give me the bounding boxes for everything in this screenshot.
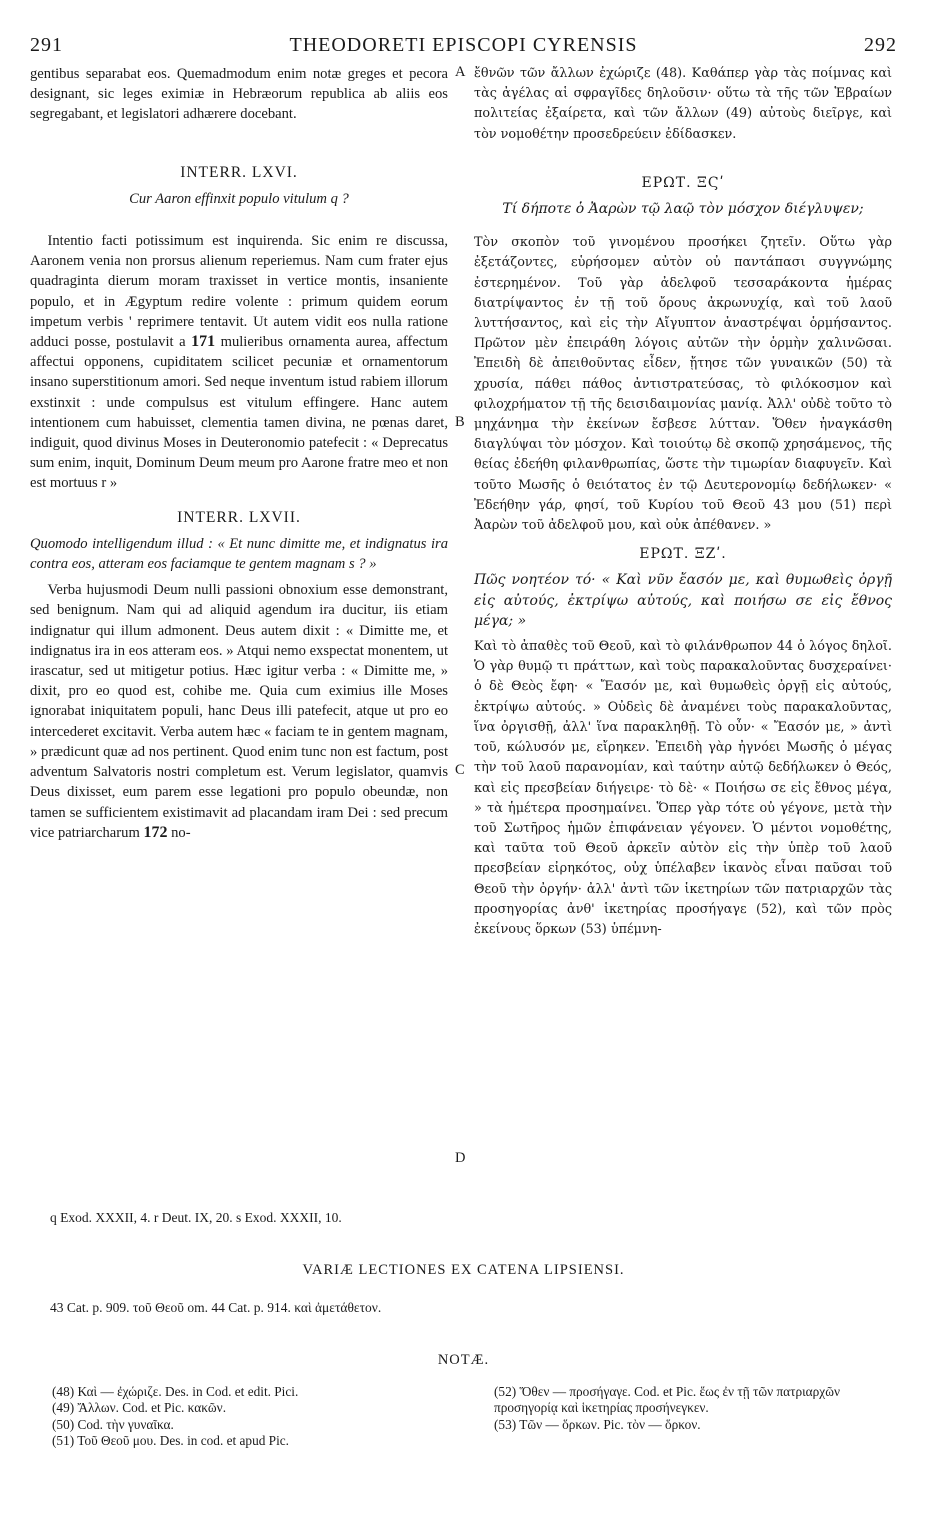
greek-question-67: Πῶς νοητέον τό· « Καὶ νῦν ἔασόν με, καὶ θυμωθεὶς ὀργῇ εἰς αὐτούς, ἐκτρίψω αὐτούς, καὶ ποιήσω σε εἰς ἔθνος μέγα; » — [474, 572, 892, 629]
latin-paragraph-3 — [30, 580, 448, 843]
latin-paragraph-2-part-2: mulieribus ornamenta aurea, affectum affectui opponens, cupiditatem scilicet pecuniæ et ornamentorum insano superstitionum amori. Sed neque inventum istud rabiem illorum exstinxit : unde compulsus est vitulum effingere. Hanc autem intentionem cum habuisset, clementia tamen divina, ne pœnas daret, indiguit, quod divinus Moses in Deuteronomio patefecit : « Deprecatus sum enim, inquit, Dominum Deum meum pro Aarone fratre meo et non est mortuus r » — [30, 334, 448, 492]
page-number-left: 291 — [30, 34, 63, 56]
latin-column — [30, 64, 448, 843]
latin-question-66: Cur Aaron effinxit populo vitulum q ? — [129, 190, 349, 207]
note-52: (52) Ὅθεν — προσήγαγε. Cod. et Pic. ἕως ἐν τῇ τῶν πατριαρχῶν προσηγορίᾳ καὶ ἱκετηρίας προσήνεγκεν. — [494, 1384, 840, 1416]
note-48: (48) Καὶ — ἐχώριζε. Des. in Cod. et edit. Pici. — [52, 1384, 299, 1399]
running-header — [30, 34, 897, 60]
latin-paragraph-2-part-1: Intentio facti potissimum est inquirenda. Sic enim re discussa, Aaronem venia non prorsus alienum reperiemus. Nam cum frater ejus quadraginta dierum moram traxisset in vertice montis, insaniente populo, et in Ægyptum redire volente : primum quidem eorum impetum verbis ' reprimere tentavit. Ut autem vidit eos nulla ratione adduci posse, postulavit a — [30, 233, 448, 351]
notes-left-column — [52, 1384, 452, 1450]
margin-letter-c: C — [455, 762, 465, 778]
margin-letter-a: A — [455, 64, 466, 80]
greek-paragraph-1: ἔθνῶν τῶν ἄλλων ἐχώριζε (48). Καθάπερ γὰρ τὰς ποίμνας καὶ τὰς ἀγέλας αἱ σφραγῖδες δηλοῦσιν· οὕτω τὰ τῆς τῶν Ἑβραίων πολιτείας ἐξαίρετα, καὶ τῶν ἄλλων (49) αὐτοὺς διεῖργε, καὶ τὸν νομοθέτην προσεδρεύειν ἐδίδασκεν. — [474, 66, 892, 142]
notae-heading: NOTÆ. — [437, 1352, 490, 1368]
margin-letter-d: D — [455, 1150, 466, 1166]
greek-question-66: Τί δήποτε ὁ Ἀαρὼν τῷ λαῷ τὸν μόσχον διέγλυψεν; — [502, 201, 864, 218]
greek-question-heading-66: ΕΡΩΤ. ΞϚʹ — [641, 174, 725, 191]
latin-question-heading-67: INTERR. LXVII. — [177, 508, 301, 526]
variae-lectiones-heading: VARIÆ LECTIONES EX CATENA LIPSIENSI. — [302, 1262, 625, 1278]
greek-paragraph-2: Τὸν σκοπὸν τοῦ γινομένου προσήκει ζητεῖν. Οὕτω γὰρ ἐξετάζοντες, εὑρήσομεν αὐτὸν οὐ παντάπασι συγγνώμης ἐστερημένον. Τοῦ γὰρ ἀδελφοῦ τεσσαράκοντα ἡμέρας διατρίψαντος ἐν τῇ τοῦ ὄρους ἀκρωνυχίᾳ, καὶ τοῦ λαοῦ λυττήσαντος, καὶ εἰς τὴν Αἴγυπτον ἀναστρέψαι ὁρμήσαντος. Πρῶτον μὲν ἐπειράθη λόγοις αὐτῶν τὴν ὁρμὴν χαλινῶσαι. Ἐπειδὴ δὲ ἀπειθοῦντας εἶδεν, ᾔτησε τῶν γυναικῶν (50) τὰ χρυσία, πάθει πάθος ἀντιστρατεύσας, τὸ φιλόκοσμον καὶ φιλοχρήματον τῇ τῆς δεισιδαιμονίας μανίᾳ. Ἀλλ' οὐδὲ τοῦτο τὸ μηχάνημα τὴν ἐκείνων ἔσβεσε λύτταν. Ὅθεν ἠναγκάσθη διαγλύψαι τὸν μόσχον. Καὶ τοιούτῳ δὲ σκοπῷ χρησάμενος, τῆς θείας ἐδεήθη φιλανθρωπίας, ὥστε τὴν τιμωρίαν διαφυγεῖν. Καὶ τοῦτο Μωσῆς ὁ θειότατος ἐν τῷ Δευτερονομίῳ δεδήλωκεν· « Ἐδεήθην γάρ, φησί, τοῦ Κυρίου τοῦ Θεοῦ 43 μου (51) περὶ Ἀαρὼν τοῦ ἀδελφοῦ μου, καὶ οὐκ ἀπέθανεν. » — [474, 235, 892, 534]
greek-question-heading-67: ΕΡΩΤ. ΞΖʹ. — [639, 546, 727, 563]
note-53: (53) Τῶν — ὅρκων. Pic. τὸν — ὅρκον. — [494, 1416, 701, 1432]
page-marker-171: 171 — [191, 333, 216, 351]
greek-column — [474, 64, 892, 940]
latin-paragraph-1: gentibus separabat eos. Quemadmodum enim notæ greges et pecora designant, sic leges eximiæ in Hebræorum republica ab aliis eos segregabant, et legislatori adhærere docebant. — [30, 66, 448, 123]
note-50: (50) Cod. τὴν γυναῖκα. — [52, 1416, 174, 1432]
latin-paragraph-3-part-1: Verba hujusmodi Deum nulli passioni obnoxium esse demonstrant, sed benignum. Nam qui ad aliquid agendum ira ducitur, iis etiam indignatur qui illum admonent. Deus autem dixit : « Dimitte me, et indignatus ira in eos atteram eos. » Atqui nemo exspectat monentem, ut irascatur, sed ut mitigetur potius. Hæc igitur verba : « Dimitte me, » dixit, pro eo quod est, cohibe me. Quia cum eximius ille Moses ignorabat iniquitatem populi, hanc Deus illi patefecit, atque ut pro eo intercederet excitavit. Verba autem hæc « faciam te in gentem magnam, » prædicunt quæ ad nos pertinent. Quod enim tunc non est factum, post adventum Salvatoris nostri completum est. Verum legislator, quamvis Deus dixisset, eum parem esse legationi pro populo obeundæ, non tamen se sufficientem existimavit ad placandam iram Dei : sed precum vice patriarcharum — [30, 582, 448, 841]
page-number-right: 292 — [864, 34, 897, 56]
latin-paragraph-2 — [30, 231, 448, 494]
page-marker-172: 172 — [143, 823, 168, 841]
note-51: (51) Τοῦ Θεοῦ μου. Des. in cod. et apud Pic. — [52, 1433, 289, 1449]
scripture-footnotes: q Exod. XXXII, 4. r Deut. IX, 20. s Exod. XXXII, 10. — [50, 1210, 342, 1225]
running-title: THEODORETI EPISCOPI CYRENSIS — [289, 34, 638, 56]
latin-paragraph-3-part-2: no- — [171, 824, 191, 841]
variae-lectiones-text: 43 Cat. p. 909. τοῦ Θεοῦ om. 44 Cat. p. 914. καὶ ἀμετάθετον. — [50, 1300, 382, 1315]
margin-letter-b: B — [455, 414, 465, 430]
latin-question-67: Quomodo intelligendum illud : « Et nunc dimitte me, et indignatus ira contra eos, atteram eos faciamque te gentem magnam s ? » — [30, 535, 448, 573]
note-49: (49) Ἄλλων. Cod. et Pic. κακῶν. — [52, 1400, 227, 1416]
latin-question-heading-66: INTERR. LXVI. — [180, 163, 298, 181]
greek-paragraph-3: Καὶ τὸ ἀπαθὲς τοῦ Θεοῦ, καὶ τὸ φιλάνθρωπον 44 ὁ λόγος δηλοῖ. Ὁ γὰρ θυμῷ τι πράττων, καὶ τοὺς παρακαλοῦντας δυσχεραίνει· ὁ δὲ Θεὸς ἔφη· « Ἔασόν με, καὶ θυμωθεὶς ὀργῇ εἰς αὐτούς, ἐκτρίψω αὐτούς. » Οὐδεὶς δὲ ἀναμένει τοὺς παρακαλοῦντας, ἵνα ὀργισθῇ, ἀλλ' ἵνα παρακληθῇ. Τὸ οὖν· « Ἔασόν με, » ἀντὶ τοῦ, κώλυσόν με, εἴρηκεν. Ἐπειδὴ γὰρ ἠγνόει Μωσῆς ὁ μέγας τὴν τοῦ λαοῦ παρανομίαν, καὶ ταύτην αὐτῷ δεδήλωκεν ὁ Θεός, καὶ εἰς πρεσβείαν διήγειρε· τὸ δὲ· « Ποιήσω σε εἰς ἔθνος μέγα, » τὰ ἡμέτερα προσημαίνει. Ὅπερ γὰρ τότε οὐ γέγονε, μετὰ τὴν τοῦ Σωτῆρος ἡμῶν ἐπιφάνειαν γέγονεν. Ὁ μέντοι νομοθέτης, καὶ ταῦτα τοῦ Θεοῦ ἀρκεῖν αὐτὸν εἰς τὴν ὑπὲρ τοῦ λαοῦ πρεσβείαν εἰρηκότος, οὐχ ὑπέλαβεν ἱκανὸς εἶναι παῦσαι τοῦ Θεοῦ τὴν ὀργήν· ἀλλ' ἀντὶ τῶν ἱκετηρίων τῶν πατριαρχῶν τὰς προσηγορίας ἀνθ' ἱκετηρίας προσήγαγε (52), καὶ τῶν πρὸς ἐκείνους ὅρκων (53) ὑπέμνη- — [474, 639, 892, 937]
notes-right-column — [494, 1384, 894, 1433]
